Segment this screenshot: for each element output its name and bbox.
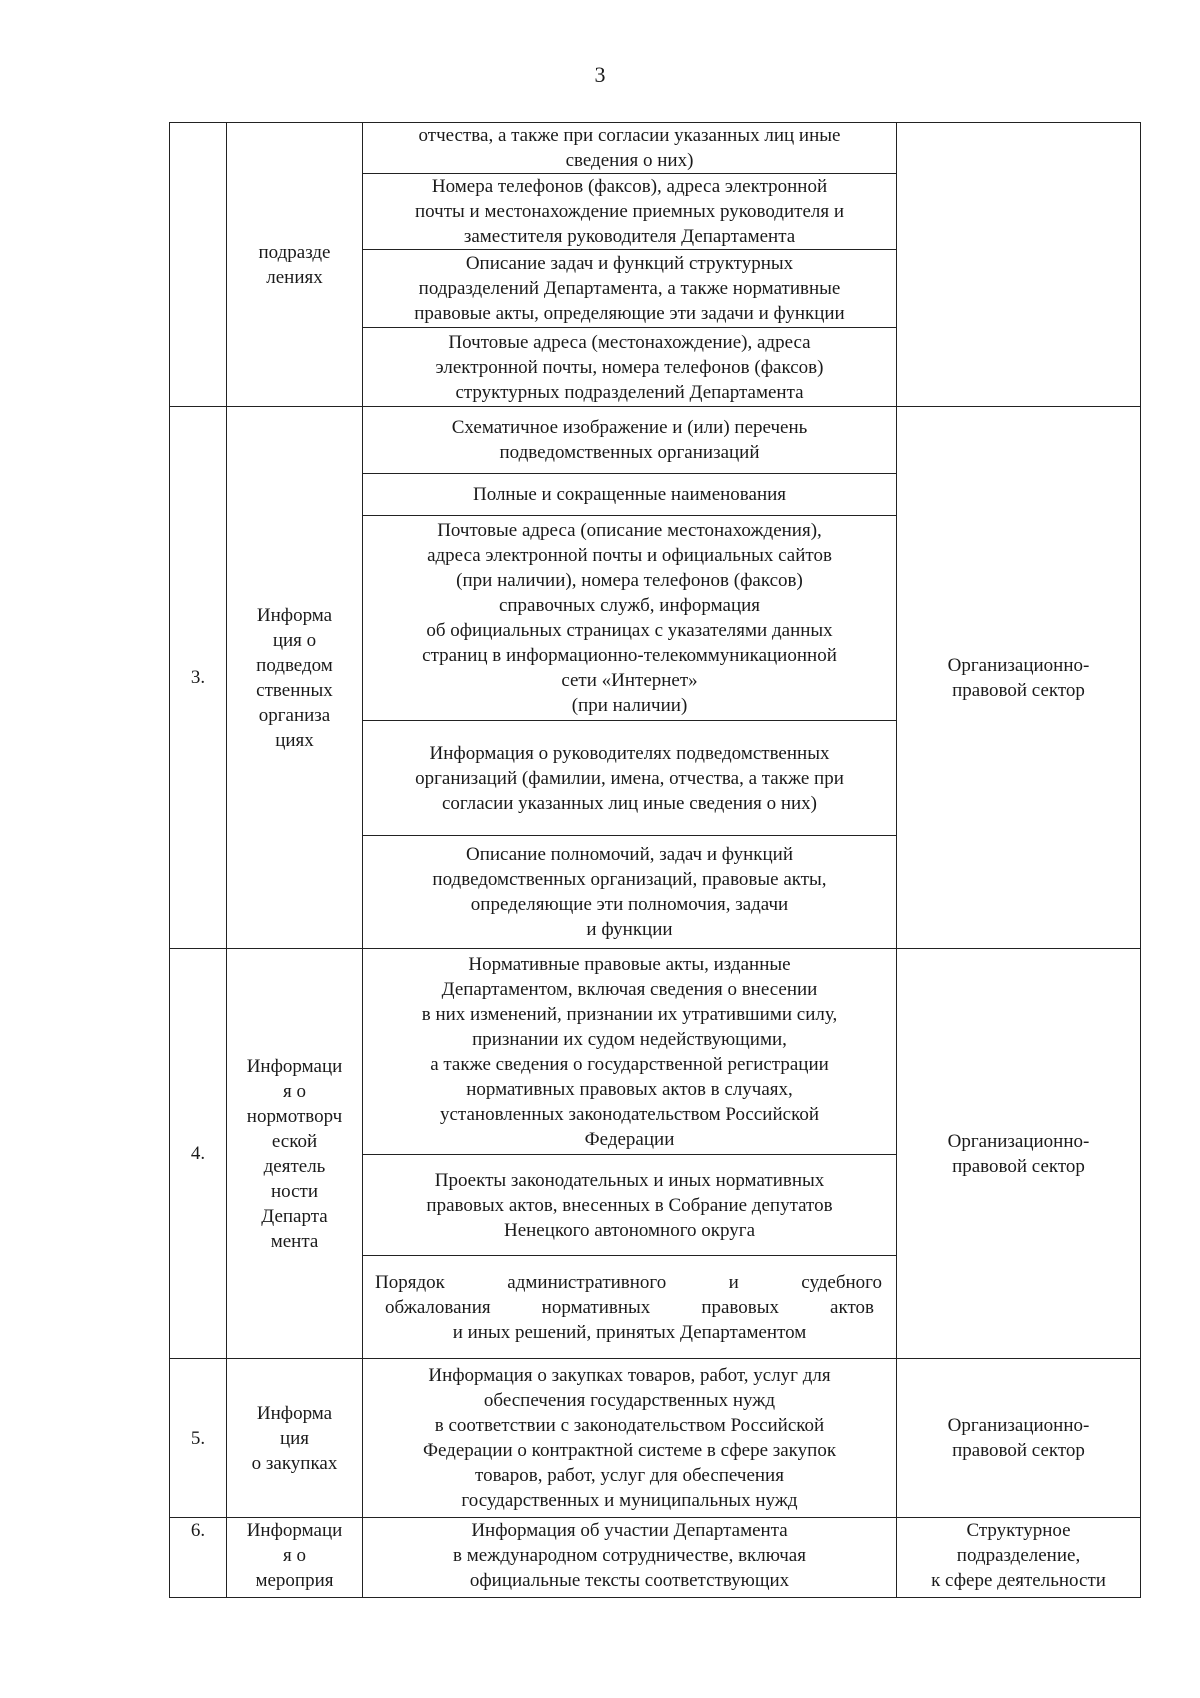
- row-number: 4.: [170, 949, 227, 1359]
- responsible-line: правовой сектор: [952, 679, 1085, 701]
- section-line: подведом: [256, 654, 333, 676]
- item-line: об официальных страницах с указателями данных: [426, 620, 833, 641]
- section-line: ственных: [256, 679, 333, 701]
- item-line: товаров, работ, услуг для обеспечения: [475, 1465, 784, 1486]
- section-name: [227, 1359, 363, 1518]
- item-line: подразделений Департамента, а также нормативные: [418, 278, 841, 299]
- information-table: [169, 122, 1141, 1598]
- item-line: организаций (фамилии, имена, отчества, а также при: [415, 767, 844, 789]
- item-line: подведомственных организаций, правовые акты,: [432, 869, 827, 890]
- item-line: определяющие эти полномочия, задачи: [470, 894, 789, 915]
- info-item: [363, 123, 897, 174]
- responsible-line: Организационно-: [947, 654, 1090, 676]
- info-item: [363, 407, 897, 474]
- info-item: [363, 836, 897, 949]
- item-line: и функции: [586, 919, 673, 940]
- table-row: [170, 949, 1141, 1155]
- info-item: [363, 1359, 897, 1518]
- item-line: в международном сотрудничестве, включая: [453, 1545, 806, 1566]
- section-name: [227, 407, 363, 949]
- section-line: ности: [270, 1180, 319, 1202]
- section-line: я о: [283, 1545, 306, 1566]
- row-number: 3.: [170, 407, 227, 949]
- item-line: Описание полномочий, задач и функций: [465, 844, 794, 865]
- info-item: [363, 474, 897, 516]
- item-line: а также сведения о государственной регистрации: [430, 1053, 829, 1075]
- responsible-line: Структурное: [966, 1520, 1071, 1541]
- info-item: [363, 516, 897, 721]
- section-line: ция о: [272, 629, 317, 651]
- responsible-line: подразделение,: [956, 1545, 1081, 1566]
- section-line: Информаци: [246, 1055, 343, 1077]
- section-line: деятель: [263, 1155, 326, 1177]
- item-line: Департаментом, включая сведения о внесении: [441, 978, 818, 1000]
- section-line: ция: [279, 1427, 310, 1449]
- item-line: в соответствии с законодательством Российской: [434, 1415, 825, 1436]
- item-line: заместителя руководителя Департамента: [463, 226, 796, 247]
- item-line: Порядок административного и судебного: [375, 1271, 882, 1293]
- item-line: Федерации о контрактной системе в сфере закупок: [422, 1440, 837, 1461]
- item-line: Информация об участии Департамента: [471, 1520, 788, 1541]
- item-line: в них изменений, признании их утратившими силу,: [421, 1003, 838, 1025]
- responsible-unit: [897, 407, 1141, 949]
- item-line: Схематичное изображение и (или) перечень: [451, 417, 808, 438]
- item-line: Федерации: [584, 1128, 675, 1150]
- info-item: [363, 1256, 897, 1359]
- item-line: справочных служб, информация: [498, 595, 761, 616]
- info-item: [363, 1155, 897, 1256]
- item-line: согласии указанных лиц иные сведения о них): [441, 792, 818, 814]
- section-line: мента: [270, 1230, 319, 1252]
- item-line: Ненецкого автономного округа: [503, 1219, 756, 1241]
- table-row: [170, 1518, 1141, 1598]
- section-line: Департа: [261, 1205, 328, 1227]
- item-line: структурных подразделений Департамента: [455, 381, 804, 403]
- item-line: (при наличии), номера телефонов (факсов): [456, 570, 803, 591]
- item-line: правовых актов, внесенных в Собрание депутатов: [426, 1194, 833, 1216]
- row-number: 6.: [170, 1518, 227, 1598]
- item-line: Почтовые адреса (описание местонахождения),: [437, 520, 822, 541]
- item-line: (при наличии): [571, 695, 688, 716]
- responsible-line: правовой сектор: [952, 1440, 1085, 1461]
- item-line: Полные и сокращенные наименования: [472, 484, 787, 505]
- section-line: организа: [258, 704, 331, 726]
- item-line: подведомственных организаций: [499, 442, 760, 463]
- item-line: электронной почты, номера телефонов (факсов): [435, 356, 824, 378]
- info-item: [363, 250, 897, 328]
- info-item: [363, 949, 897, 1155]
- responsible-unit: [897, 949, 1141, 1359]
- item-line: адреса электронной почты и официальных сайтов: [427, 545, 832, 566]
- item-line: почты и местонахождение приемных руководителя и: [414, 201, 845, 222]
- item-line: Информация о руководителях подведомственных: [429, 742, 830, 764]
- row-number: [170, 123, 227, 407]
- info-item: [363, 721, 897, 836]
- info-item: [363, 1518, 897, 1598]
- section-line: о закупках: [251, 1452, 338, 1474]
- item-line: признании их судом недействующими,: [472, 1028, 787, 1050]
- section-line: я о: [283, 1080, 306, 1102]
- item-line: Почтовые адреса (местонахождение), адреса: [448, 331, 811, 353]
- section-name: [227, 1518, 363, 1598]
- section-line: еской: [271, 1130, 318, 1152]
- responsible-unit: [897, 123, 1141, 407]
- item-line: обжалования нормативных правовых актов: [385, 1296, 874, 1318]
- responsible-line: к сфере деятельности: [931, 1570, 1106, 1591]
- page-number: 3: [594, 62, 606, 87]
- section-name: [227, 123, 363, 407]
- responsible-unit: [897, 1359, 1141, 1518]
- table-row: [170, 123, 1141, 174]
- item-line: Нормативные правовые акты, изданные: [468, 953, 791, 975]
- item-line: Номера телефонов (факсов), адреса электронной: [431, 176, 828, 197]
- table-row: [170, 1359, 1141, 1518]
- section-line: мероприя: [255, 1570, 334, 1591]
- info-item: [363, 328, 897, 407]
- item-line: обеспечения государственных нужд: [483, 1390, 776, 1411]
- item-line: и иных решений, принятых Департаментом: [452, 1321, 807, 1343]
- section-line: лениях: [266, 266, 323, 288]
- responsible-line: Организационно-: [947, 1415, 1090, 1436]
- table-row: [170, 407, 1141, 474]
- section-line: Информа: [256, 1402, 333, 1424]
- section-line: Информа: [256, 604, 333, 626]
- item-line: официальные тексты соответствующих: [469, 1570, 790, 1591]
- row-number: 5.: [170, 1359, 227, 1518]
- item-line: страниц в информационно-телекоммуникационной: [422, 645, 837, 666]
- item-line: сети «Интернет»: [561, 670, 698, 691]
- section-line: нормотворч: [246, 1105, 343, 1127]
- item-line: установленных законодательством Российской: [440, 1103, 819, 1125]
- item-line: нормативных правовых актов в случаях,: [466, 1078, 793, 1100]
- item-line: Описание задач и функций структурных: [465, 253, 794, 274]
- item-line: государственных и муниципальных нужд: [461, 1490, 798, 1511]
- item-line: Проекты законодательных и иных нормативных: [434, 1169, 825, 1191]
- section-line: подразде: [258, 241, 331, 263]
- item-line: Информация о закупках товаров, работ, услуг для: [428, 1365, 831, 1386]
- section-line: Информаци: [246, 1520, 343, 1541]
- info-item: [363, 174, 897, 250]
- item-line: правовые акты, определяющие эти задачи и функции: [414, 303, 845, 324]
- item-line: сведения о них): [565, 150, 694, 171]
- section-name: [227, 949, 363, 1359]
- responsible-line: правовой сектор: [952, 1155, 1085, 1177]
- section-line: циях: [275, 729, 314, 751]
- item-line: отчества, а также при согласии указанных лиц иные: [418, 125, 841, 146]
- responsible-unit: [897, 1518, 1141, 1598]
- responsible-line: Организационно-: [947, 1130, 1090, 1152]
